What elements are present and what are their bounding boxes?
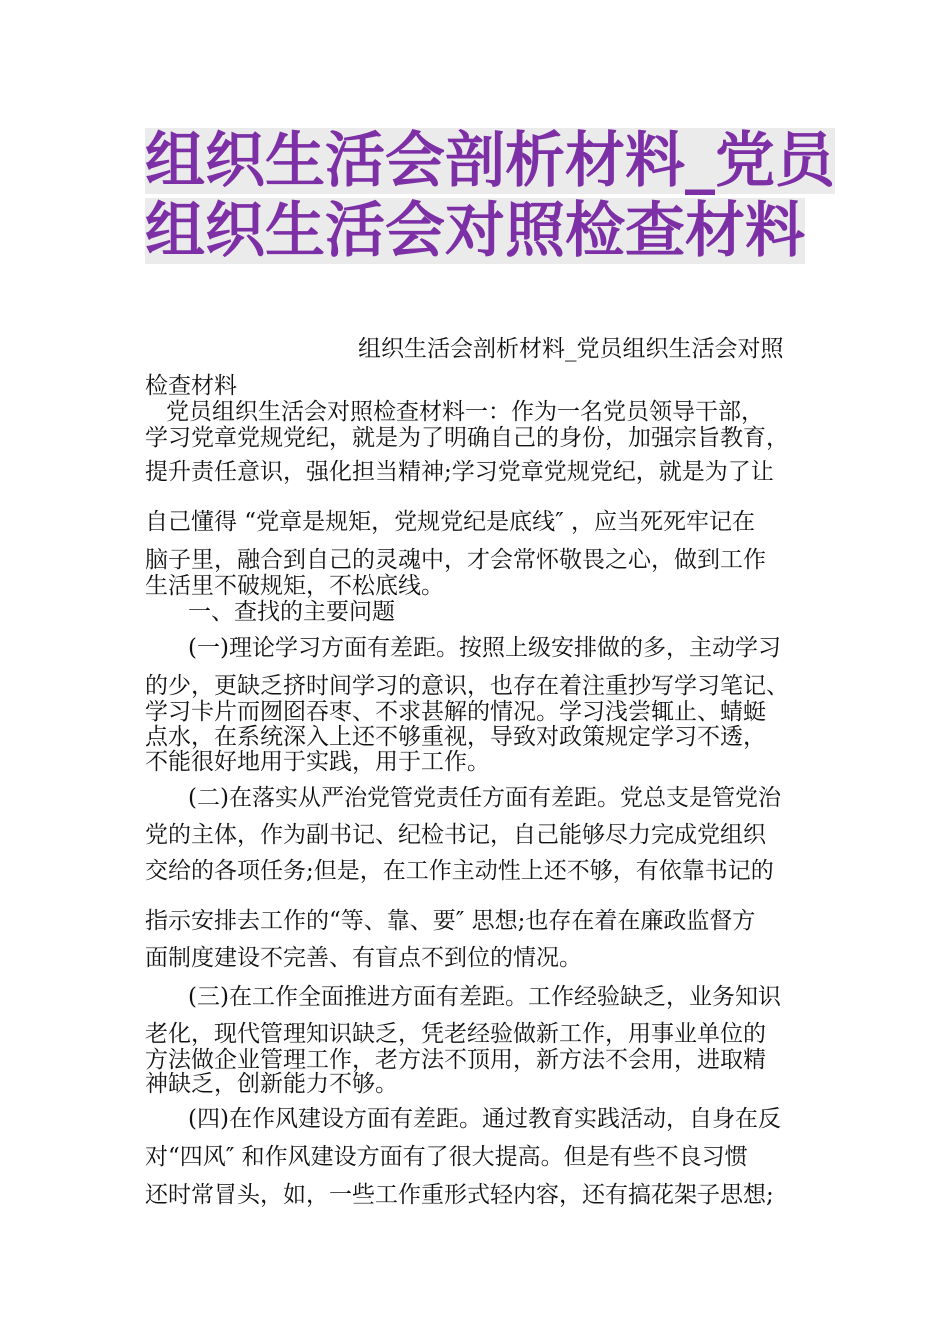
body-line: 点水，在系统深入上还不够重视，导致对政策规定学习不透，	[145, 724, 766, 750]
body-line: 党的主体，作为副书记、纪检书记，自己能够尽力完成党组织	[145, 822, 766, 848]
body-line: 不能很好地用于实践，用于工作。	[145, 749, 490, 775]
title-line-2: 组织生活会对照检查材料	[145, 196, 805, 266]
body-line: 提升责任意识，强化担当精神;学习党章党规党纪，就是为了让	[145, 459, 774, 485]
body-line: 自己懂得 “党章是规矩，党规党纪是底线″ ，应当死死牢记在	[145, 509, 755, 535]
body-line: 学习党章党规党纪，就是为了明确自己的身份，加强宗旨教育，	[145, 425, 789, 451]
body-line: 神缺乏，创新能力不够。	[145, 1071, 398, 1097]
body-line: 学习卡片而囫囵吞枣、不求甚解的情况。学习浅尝辄止、蜻蜓	[145, 699, 766, 725]
body-line: 还时常冒头，如，一些工作重形式轻内容，还有搞花架子思想;	[145, 1182, 774, 1208]
subtitle-line-2: 检查材料	[145, 373, 237, 399]
body-line: (三)在工作全面推进方面有差距。工作经验缺乏，业务知识	[188, 984, 781, 1010]
body-line: 党员组织生活会对照检查材料一：作为一名党员领导干部，	[166, 399, 764, 425]
body-line: (二)在落实从严治党管党责任方面有差距。党总支是管党治	[188, 785, 781, 811]
title-line-1: 组织生活会剖析材料_党员	[145, 126, 835, 196]
subtitle-line-1: 组织生活会剖析材料_党员组织生活会对照	[358, 336, 784, 362]
body-line: 面制度建设不完善、有盲点不到位的情况。	[145, 945, 582, 971]
body-line: 老化，现代管理知识缺乏，凭老经验做新工作，用事业单位的	[145, 1021, 766, 1047]
body-line: 对“四风″ 和作风建设方面有了很大提高。但是有些不良习惯	[145, 1144, 748, 1170]
body-line: 指示安排去工作的“等、靠、要″ 思想;也存在着在廉政监督方	[145, 908, 756, 934]
body-line: 方法做企业管理工作，老方法不顶用，新方法不会用，进取精	[145, 1047, 766, 1073]
section-heading: 一、查找的主要问题	[188, 599, 395, 625]
body-line: 生活里不破规矩，不松底线。	[145, 573, 444, 599]
body-line: 的少，更缺乏挤时间学习的意识，也存在着注重抄写学习笔记、	[145, 673, 789, 699]
body-line: 交给的各项任务;但是，在工作主动性上还不够，有依靠书记的	[145, 858, 774, 884]
document-title	[145, 126, 835, 268]
body-line: 脑子里，融合到自己的灵魂中，才会常怀敬畏之心，做到工作	[145, 547, 766, 573]
body-line: (一)理论学习方面有差距。按照上级安排做的多，主动学习	[188, 635, 781, 661]
body-line: (四)在作风建设方面有差距。通过教育实践活动，自身在反	[188, 1106, 781, 1132]
